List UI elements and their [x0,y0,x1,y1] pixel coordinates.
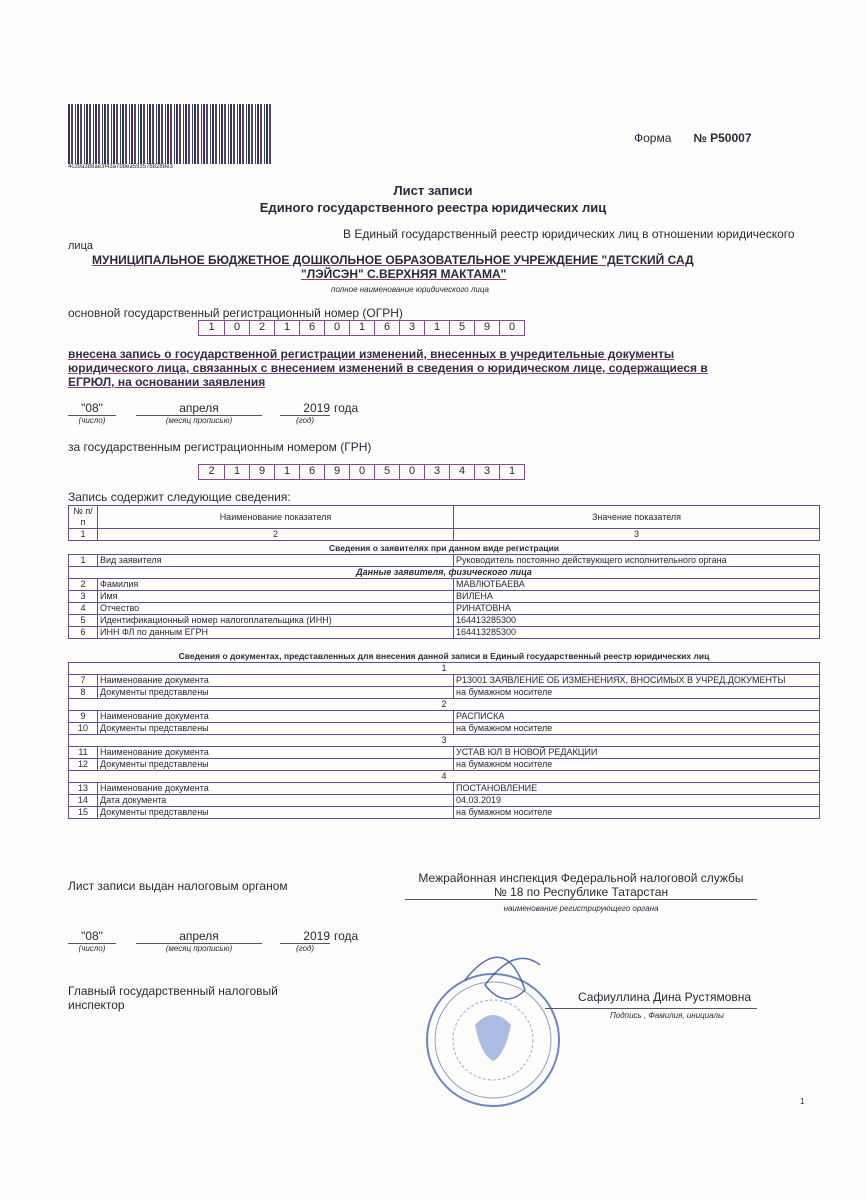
row-number: 5 [69,615,98,627]
applicant-subheader: Данные заявителя, физического лица [69,567,820,579]
row-value: на бумажном носителе [454,759,820,771]
digit-cell: 1 [208,321,215,333]
row-value: 04.03.2019 [454,795,820,807]
document-group-number: 3 [69,735,820,747]
ogrn-digits [198,320,525,336]
authority-line: № 18 по Республике Татарстан [493,885,669,899]
digit-cell: 9 [474,321,499,335]
table-row [69,603,820,615]
col-header: Значение показателя [454,506,820,529]
caption-year: (год) [295,416,315,425]
date-day: "08" [68,929,116,944]
applicants-title: Сведения о заявителях при данном виде регистрации [328,543,560,553]
caption-day: (число) [78,416,106,425]
row-number: 8 [69,687,98,699]
row-label: Идентификационный номер налогоплательщика (ИНН) [98,615,454,627]
digit-cell: 2 [249,321,274,335]
row-number: 4 [69,603,98,615]
date-suffix: года [334,929,359,943]
row-number: 1 [69,555,98,567]
issued-label: Лист записи выдан налоговым органом [68,879,288,893]
table-row [69,723,820,735]
form-number [634,131,752,145]
date-suffix: года [334,401,359,415]
caption-year: (год) [295,944,315,953]
row-value: Руководитель постоянно действующего исполнительного органа [454,555,820,567]
documents-table [68,662,820,819]
registration-date [68,401,368,431]
digit-cell: 5 [449,321,474,335]
date-day: "08" [68,401,116,416]
table-row [69,807,820,819]
caption-day: (число) [78,944,106,953]
caption-month: (месяц прописью) [165,416,233,425]
col-header: № п/п [69,506,98,529]
official-seal [415,940,575,1140]
org-name-1: МУНИЦИПАЛЬНОЕ БЮДЖЕТНОЕ ДОШКОЛЬНОЕ ОБРАЗОВАТЕЛЬНОЕ УЧРЕЖДЕНИЕ "ДЕТСКИЙ САД [92,253,694,267]
digit-cell: 5 [374,465,399,479]
row-number: 11 [69,747,98,759]
digit-cell: 1 [274,465,299,479]
row-value: на бумажном носителе [454,723,820,735]
row-label: Документы представлены [98,687,454,699]
intro-text-2: лица [68,240,93,252]
row-number: 9 [69,711,98,723]
digit-cell: 1 [274,321,299,335]
table-row [69,795,820,807]
date-year: 2019 [280,929,330,944]
doc-title: Лист записи [393,183,473,198]
page-number: 1 [800,1097,805,1106]
org-name-2: "ЛЭЙСЭН" С.ВЕРХНЯЯ МАКТАМА" [301,267,507,281]
document-group-number: 2 [69,699,820,711]
col-number: 1 [69,529,98,541]
position-line: инспектор [68,998,125,1012]
row-number: 14 [69,795,98,807]
row-label: Фамилия [98,579,454,591]
row-number: 15 [69,807,98,819]
table-row [69,579,820,591]
row-label: Наименование документа [98,747,454,759]
table-row [69,615,820,627]
signer-position [68,984,278,1012]
row-number: 10 [69,723,98,735]
row-label: Наименование документа [98,711,454,723]
row-value: ПОСТАНОВЛЕНИЕ [454,783,820,795]
table-row [69,783,820,795]
digit-cell: 0 [349,465,374,479]
date-month: апреля [136,929,262,944]
contains-label: Запись содержит следующие сведения: [68,490,291,504]
row-label: Отчество [98,603,454,615]
row-value: УСТАВ ЮЛ В НОВОЙ РЕДАКЦИИ [454,747,820,759]
form-label: Форма [634,131,672,145]
caption-month: (месяц прописью) [165,944,233,953]
row-label: Документы представлены [98,723,454,735]
col-number: 2 [98,529,454,541]
row-value: Р13001 ЗАЯВЛЕНИЕ ОБ ИЗМЕНЕНИЯХ, ВНОСИМЫХ В УЧРЕД.ДОКУМЕНТЫ [454,675,820,687]
row-label: Вид заявителя [98,555,454,567]
org-caption: полное наименование юридического лица [331,285,489,294]
table-row [69,675,820,687]
digit-cell: 0 [224,321,249,335]
col-number: 3 [454,529,820,541]
digit-cell: 9 [324,465,349,479]
applicants-table [68,554,820,639]
digit-cell: 1 [424,321,449,335]
table-row [69,747,820,759]
authority-line: Межрайонная инспекция Федеральной налоговой службы [418,871,744,885]
digit-cell: 0 [399,465,424,479]
row-value: 164413285300 [454,615,820,627]
row-number: 6 [69,627,98,639]
signer-name: Сафиуллина Дина Рустямовна [578,990,752,1004]
row-value: на бумажном носителе [454,807,820,819]
authority-caption: наименование регистрирующего органа [503,904,659,913]
row-label: Наименование документа [98,675,454,687]
row-label: Документы представлены [98,807,454,819]
form-code: № Р50007 [693,131,752,145]
digit-cell: 3 [474,465,499,479]
digit-cell: 1 [224,465,249,479]
table-row [69,687,820,699]
row-value: ВИЛЕНА [454,591,820,603]
row-number: 13 [69,783,98,795]
digit-cell: 2 [208,465,215,477]
issue-date [68,929,368,959]
grn-label: за государственным регистрационным номером (ГРН) [68,440,372,454]
col-header: Наименование показателя [98,506,454,529]
intro-text: В Единый государственный реестр юридических лиц в отношении юридического [343,227,795,241]
barcode-text: 4c39a388ae3f43a7bbea5935788288e3 [68,164,173,170]
digit-cell: 6 [374,321,399,335]
row-number: 12 [69,759,98,771]
row-value: РИНАТОВНА [454,603,820,615]
entry-line: внесена запись о государственной регистрации изменений, внесенных в учредительные документы [68,347,675,361]
row-value: на бумажном носителе [454,687,820,699]
row-label: Имя [98,591,454,603]
row-number: 7 [69,675,98,687]
entry-description [68,347,708,389]
grn-digits [198,464,525,480]
digit-cell: 1 [499,465,524,479]
date-year: 2019 [280,401,330,416]
table-row [69,759,820,771]
entry-line: юридического лица, связанных с внесением изменений в сведения о юридическом лице, содержащиеся в [68,361,708,375]
row-label: Дата документа [98,795,454,807]
digit-cell: 0 [324,321,349,335]
digit-cell: 0 [499,321,524,335]
row-value: РАСПИСКА [454,711,820,723]
row-number: 2 [69,579,98,591]
entry-line: ЕГРЮЛ, на основании заявления [68,375,266,389]
document-group-number: 4 [69,771,820,783]
digit-cell: 4 [449,465,474,479]
documents-title: Сведения о документах, представленных для внесения данной записи в Единый государственный реестр юридических лиц [178,651,710,661]
table-row [69,711,820,723]
row-label: ИНН ФЛ по данным ЕГРН [98,627,454,639]
authority-name [405,871,757,900]
barcode [68,104,273,164]
row-value: 164413285300 [454,627,820,639]
table-row [69,591,820,603]
digit-cell: 1 [349,321,374,335]
digit-cell: 3 [399,321,424,335]
digit-cell: 6 [299,321,324,335]
signer-caption: Подпись , Фамилия, инициалы [610,1011,724,1020]
header-table [68,505,820,541]
doc-subtitle: Единого государственного реестра юридических лиц [259,200,607,215]
table-row [69,627,820,639]
row-label: Наименование документа [98,783,454,795]
row-label: Документы представлены [98,759,454,771]
position-line: Главный государственный налоговый [68,984,278,998]
document-group-number: 1 [69,663,820,675]
row-value: МАВЛЮТБАЕВА [454,579,820,591]
digit-cell: 9 [249,465,274,479]
date-month: апреля [136,401,262,416]
ogrn-label: основной государственный регистрационный номер (ОГРН) [68,306,403,320]
table-row [69,555,820,567]
digit-cell: 6 [299,465,324,479]
digit-cell: 3 [424,465,449,479]
row-number: 3 [69,591,98,603]
